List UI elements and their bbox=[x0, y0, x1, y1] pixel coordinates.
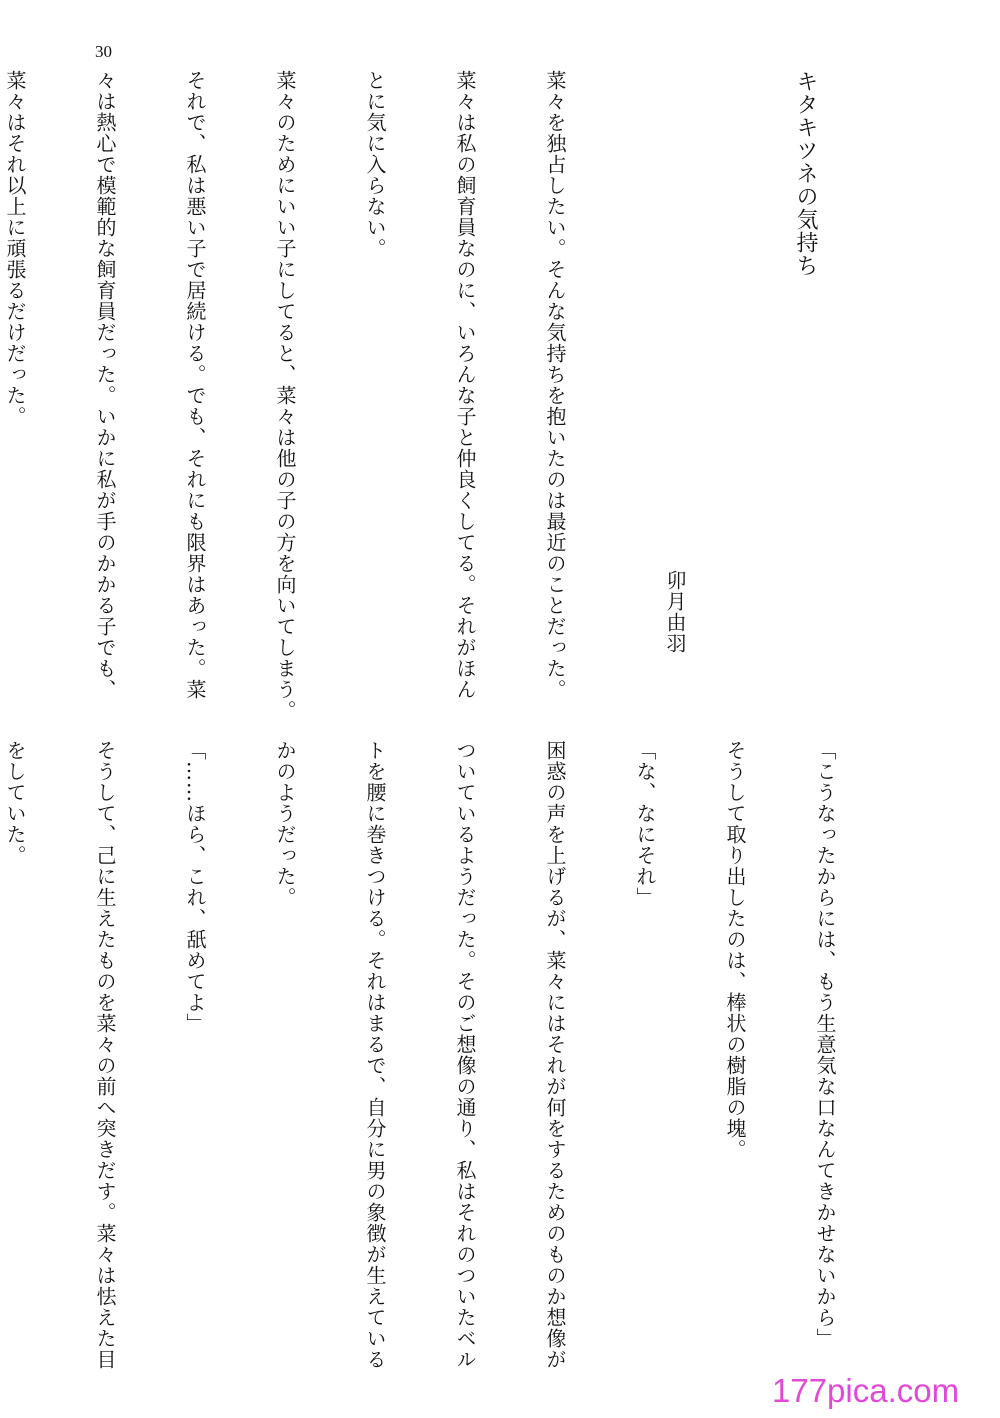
story-title: キタキツネの気持ち bbox=[793, 70, 818, 277]
text-line: ついているようだった。そのご想像の通り、私はそれのついたベル bbox=[453, 740, 477, 1370]
text-line: そうして取り出したのは、棒状の樹脂の塊。 bbox=[723, 740, 747, 1160]
text-line: それで、私は悪い子で居続ける。でも、それにも限界はあった。菜 bbox=[183, 70, 207, 700]
text-line: 「こうなったからには、もう生意気な口なんてきかせないから」 bbox=[813, 740, 837, 1349]
page-number: 30 bbox=[95, 42, 112, 61]
text-line: 「……ほら、これ、舐めてよ」 bbox=[183, 740, 207, 1034]
text-line: 菜々はそれ以上に頑張るだけだった。 bbox=[3, 70, 27, 427]
text-line: をしていた。 bbox=[3, 740, 27, 866]
text-line: 菜々のためにいい子にしてると、菜々は他の子の方を向いてしまう。 bbox=[273, 70, 297, 721]
text-line: とに気に入らない。 bbox=[363, 70, 387, 259]
text-line: トを腰に巻きつける。それはまるで、自分に男の象徴が生えている bbox=[363, 740, 387, 1370]
text-line: 々は熱心で模範的な飼育員だった。いかに私が手のかかる子でも、 bbox=[93, 70, 117, 700]
text-line: 菜々は私の飼育員なのに、いろんな子と仲良くしてる。それがほん bbox=[453, 70, 477, 700]
upper-text-block bbox=[3, 70, 880, 721]
lower-text-block bbox=[3, 740, 900, 1380]
text-line: かのようだった。 bbox=[273, 740, 297, 908]
watermark: 177pica.com bbox=[772, 1372, 960, 1409]
text-line: そうして、己に生えたものを菜々の前へ突きだす。菜々は怯えた目 bbox=[93, 740, 117, 1370]
text-line: 「な、なにそれ」 bbox=[633, 740, 657, 908]
text-line: 困惑の声を上げるが、菜々にはそれが何をするためのものか想像が bbox=[543, 740, 567, 1370]
text-line: 菜々を独占したい。そんな気持ちを抱いたのは最近のことだった。 bbox=[543, 70, 567, 700]
story-author: 卯月由羽 bbox=[663, 570, 687, 654]
